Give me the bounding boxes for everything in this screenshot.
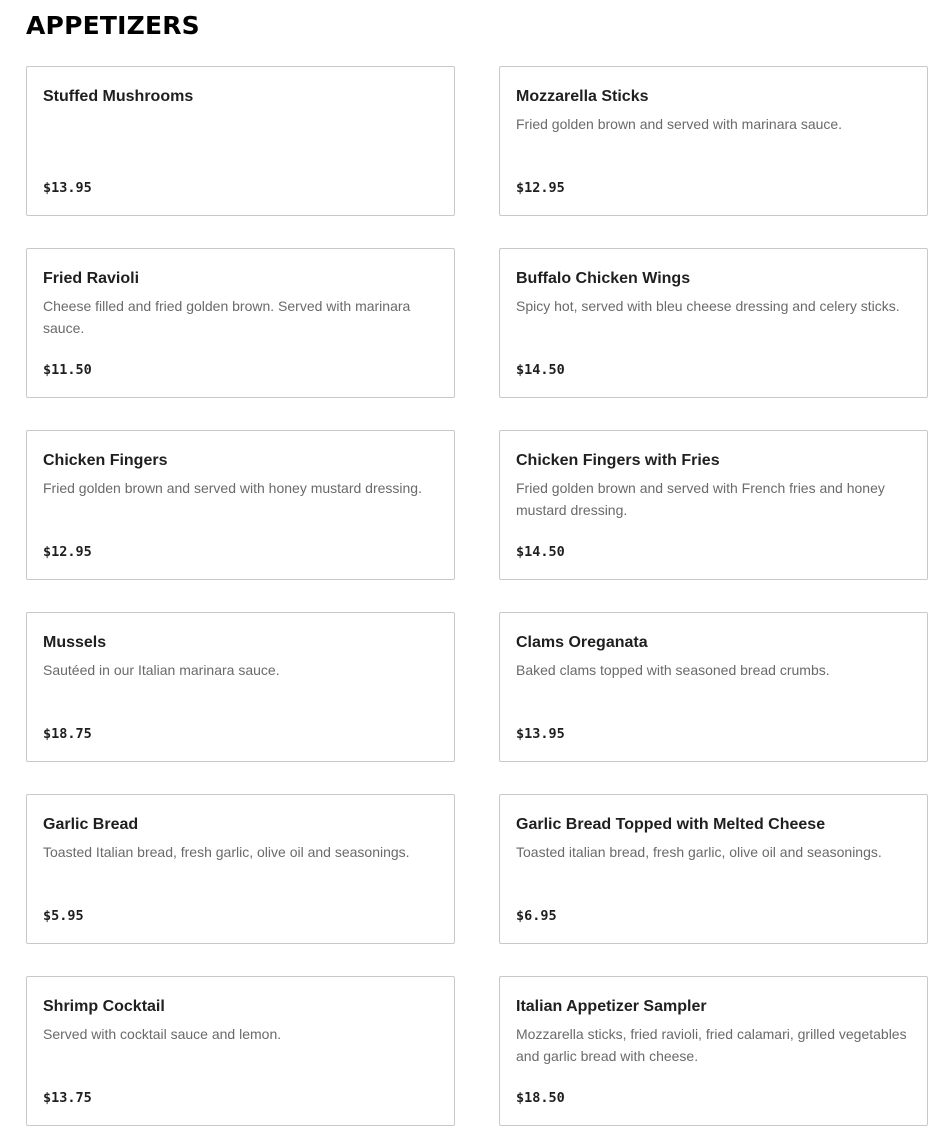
menu-item-price: $13.95 <box>516 726 565 742</box>
menu-item-card[interactable] <box>499 248 928 398</box>
menu-item-description: Spicy hot, served with bleu cheese dressing and celery sticks. <box>516 298 900 314</box>
menu-item-name: Shrimp Cocktail <box>43 998 165 1015</box>
menu-item-description: Mozzarella sticks, fried ravioli, fried calamari, grilled vegetables and garlic bread with cheese. <box>516 1026 907 1064</box>
menu-item-name: Chicken Fingers with Fries <box>516 452 720 469</box>
menu-item-description: Sautéed in our Italian marinara sauce. <box>43 662 280 678</box>
menu-item-description: Toasted italian bread, fresh garlic, olive oil and seasonings. <box>516 844 882 860</box>
menu-item-price: $14.50 <box>516 544 565 560</box>
menu-item-name: Garlic Bread Topped with Melted Cheese <box>516 816 826 833</box>
menu-item-name: Mozzarella Sticks <box>516 88 649 105</box>
menu-item-card[interactable] <box>26 612 455 762</box>
menu-item-name: Mussels <box>43 634 107 651</box>
menu-item-card[interactable] <box>499 430 928 580</box>
menu-item-description: Cheese filled and fried golden brown. Served with marinara sauce. <box>43 298 411 336</box>
menu-item-price: $11.50 <box>43 362 92 378</box>
menu-item-price: $14.50 <box>516 362 565 378</box>
menu-item-price: $13.95 <box>43 180 92 196</box>
menu-item-card[interactable] <box>26 430 455 580</box>
menu-item-price: $13.75 <box>43 1090 92 1106</box>
menu-item-card[interactable] <box>499 66 928 216</box>
menu-item-name: Buffalo Chicken Wings <box>516 270 691 287</box>
menu-item-name: Stuffed Mushrooms <box>43 88 194 105</box>
menu-item-card[interactable] <box>26 794 455 944</box>
menu-item-price: $6.95 <box>516 908 557 924</box>
menu-item-name: Garlic Bread <box>43 816 139 833</box>
menu-item-description: Fried golden brown and served with French fries and honey mustard dressing. <box>516 480 885 518</box>
menu-item-price: $18.75 <box>43 726 92 742</box>
section-title: APPETIZERS <box>26 11 200 40</box>
menu-item-price: $12.95 <box>516 180 565 196</box>
menu-item-grid <box>26 66 928 1126</box>
menu-item-card[interactable] <box>26 248 455 398</box>
menu-item-card[interactable] <box>26 66 455 216</box>
menu-item-name: Fried Ravioli <box>43 270 140 287</box>
menu-item-price: $12.95 <box>43 544 92 560</box>
menu-item-price: $18.50 <box>516 1090 565 1106</box>
menu-item-price: $5.95 <box>43 908 84 924</box>
menu-item-card[interactable] <box>499 794 928 944</box>
menu-item-description: Toasted Italian bread, fresh garlic, olive oil and seasonings. <box>43 844 410 860</box>
menu-item-description: Fried golden brown and served with honey mustard dressing. <box>43 480 422 496</box>
menu-item-card[interactable] <box>499 612 928 762</box>
menu-item-name: Italian Appetizer Sampler <box>516 998 707 1015</box>
menu-item-card[interactable] <box>26 976 455 1126</box>
menu-item-description: Served with cocktail sauce and lemon. <box>43 1026 282 1042</box>
menu-item-card[interactable] <box>499 976 928 1126</box>
menu-item-name: Clams Oreganata <box>516 634 648 651</box>
menu-item-description: Fried golden brown and served with marinara sauce. <box>516 116 843 132</box>
menu-item-description: Baked clams topped with seasoned bread crumbs. <box>516 662 830 678</box>
menu-item-name: Chicken Fingers <box>43 452 168 469</box>
